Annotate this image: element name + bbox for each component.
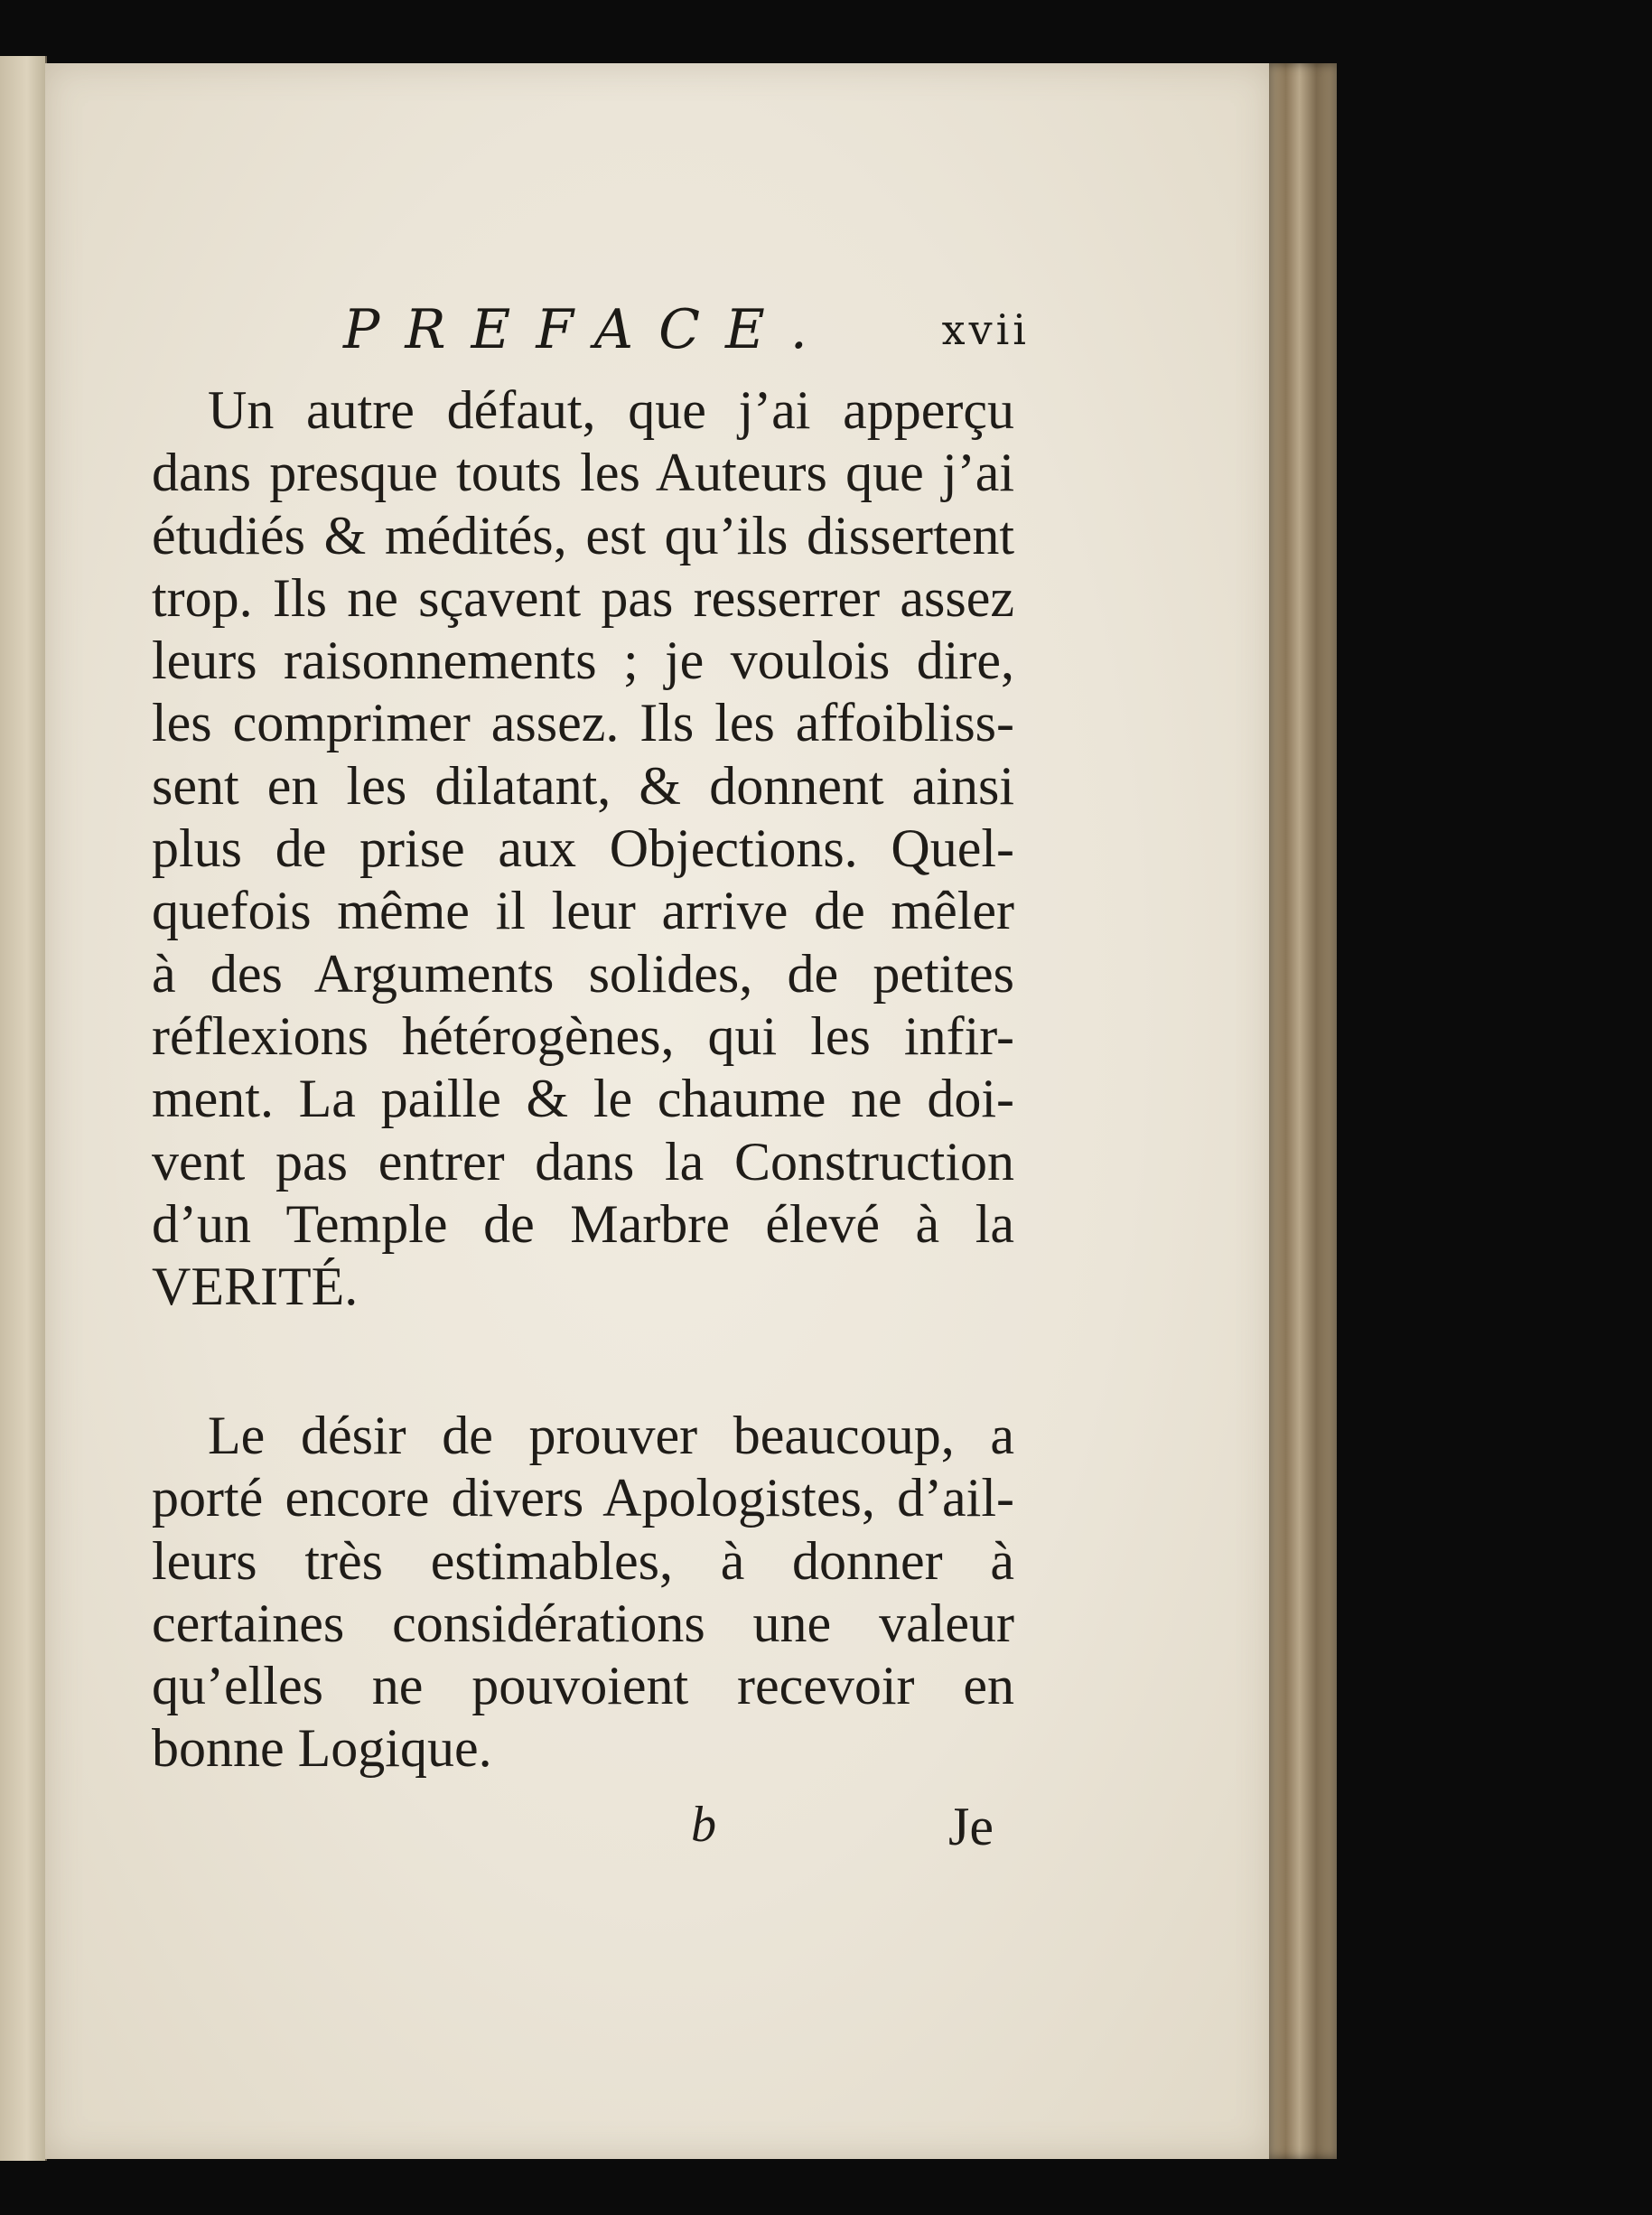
page-header	[343, 298, 1030, 370]
signature-mark: b	[691, 1797, 716, 1853]
running-title: PREFACE.	[343, 298, 833, 361]
text-line: d’un Temple de Marbre élevé à la	[152, 1193, 1014, 1254]
paragraph-2	[152, 1405, 1014, 1780]
text-line: VERITÉ.	[152, 1257, 359, 1317]
text-line: Le désir de prouver beaucoup, a	[208, 1406, 1014, 1465]
page-number: xvii	[941, 305, 1030, 354]
text-line: quefois même il leur arrive de mêler	[152, 881, 1014, 941]
facing-page-edge	[0, 56, 47, 2161]
catchword: Je	[948, 1797, 994, 1856]
text-line: dans presque touts les Auteurs que j’ai	[152, 443, 1014, 503]
text-line: étudiés & médités, est qu’ils dissertent	[152, 505, 1014, 565]
text-line: bonne Logique.	[152, 1718, 492, 1779]
text-line: réflexions hétérogènes, qui les infir-	[152, 1005, 1014, 1066]
text-line: à des Arguments solides, de petites	[152, 943, 1014, 1004]
text-line: certaines considérations une valeur	[152, 1593, 1014, 1653]
text-line: trop. Ils ne sçavent pas resserrer assez	[152, 567, 1014, 628]
text-line: leurs très estimables, à donner à	[152, 1530, 1014, 1591]
text-line: les comprimer assez. Ils les affoibliss-	[152, 693, 1014, 753]
text-line: qu’elles ne pouvoient recevoir en	[152, 1656, 1014, 1716]
text-line: sent en les dilatant, & donnent ainsi	[152, 755, 1014, 816]
text-line: Un autre défaut, que j’ai apperçu	[208, 380, 1014, 440]
book-binding	[1269, 63, 1337, 2159]
text-line: leurs raisonnements ; je voulois dire,	[152, 631, 1014, 691]
text-line: vent pas entrer dans la Construction	[152, 1131, 1014, 1192]
text-line: ment. La paille & le chaume ne doi-	[152, 1069, 1014, 1129]
paragraph-1	[152, 379, 1014, 1318]
text-line: porté encore divers Apologistes, d’ail-	[152, 1468, 1014, 1528]
text-line: plus de prise aux Objections. Quel-	[152, 818, 1014, 879]
